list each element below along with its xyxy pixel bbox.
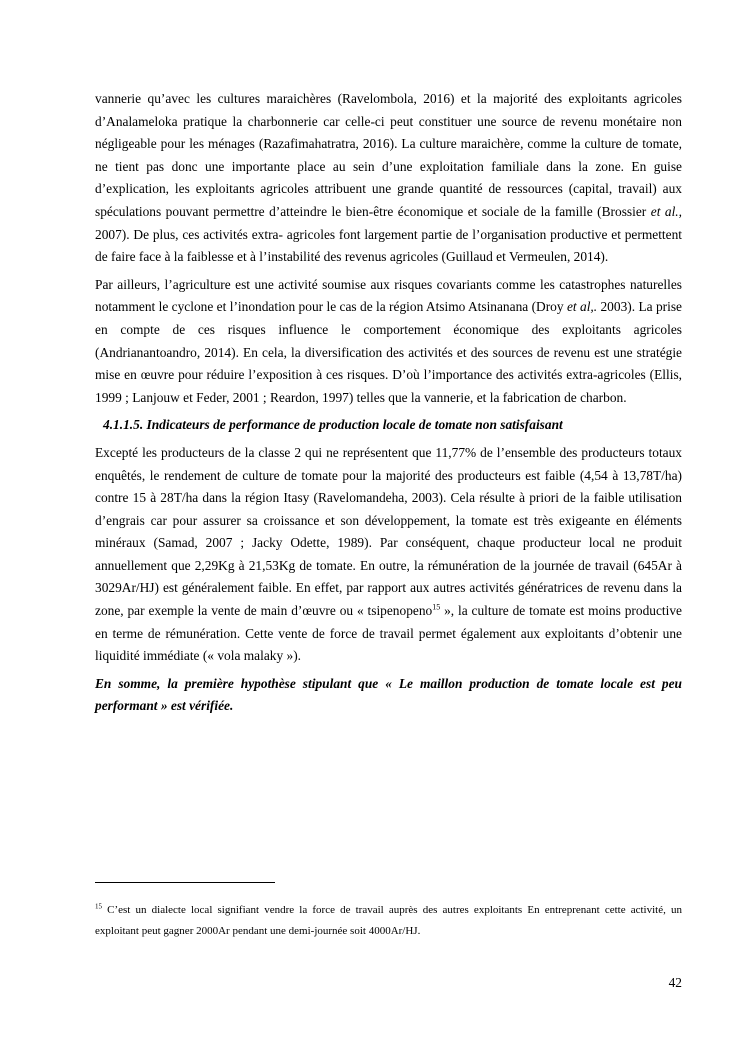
paragraph-3-text-b: », la culture de tomate est moins productive en terme de rémunération. Cette vente de force de travail permet également aux exploitants d’obtenir une liquidité immédiate (« vola malaky »). — [95, 603, 682, 664]
paragraph-2-etal: et al,. — [566, 299, 598, 315]
section-heading: 4.1.1.5. Indicateurs de performance de production locale de tomate non satisfaisant — [103, 417, 563, 433]
footnote-reference[interactable]: 15 — [432, 602, 441, 612]
paragraph-3-text-a: Excepté les producteurs de la classe 2 qui ne représentent que 11,77% de l’ensemble des producteurs totaux enquêtés, le rendement de culture de tomate pour la majorité des producteurs est faible (4,54 à 13,78T/ha) contre 15 à 28T/ha dans la région Itasy (Ravelomandeha, 2003). Cela résulte à priori de la faible utilisation d’engrais car pour assurer sa croissance et son développement, la tomate est très exigeante en éléments minéraux (Samad, 2007 ; Jacky Odette, 1989). Par conséquent, chaque producteur local ne produit annuellement que 2,29Kg à 21,53Kg de tomate. En outre, la rémunération de la journée de travail (645Ar à 3029Ar/HJ) est généralement faible. En effet, par rapport aux autres activités génératrices de revenu dans la zone, par exemple la vente de main d’œuvre ou « tsipenopeno — [95, 444, 682, 619]
paragraph-2-text-b: 2003). La prise en compte de ces risques influence le comportement économique des exploitants agricoles (Andrianantoandro, 2014). En cela, la diversification des activités et des sources de revenu est une stratégie mise en œuvre pour réduire l’exposition à ces risques. D’où l’importance des activités extra-agricoles (Ellis, 1999 ; Lanjouw et Feder, 2001 ; Reardon, 1997) telles que la vannerie, et la fabrication de charbon. — [95, 299, 682, 405]
footnote-separator — [95, 882, 275, 883]
paragraph-3 — [95, 442, 682, 668]
paragraph-2 — [95, 274, 682, 410]
paragraph-1 — [95, 88, 682, 269]
footnote-text: C’est un dialecte local signifiant vendre la force de travail auprès des autres exploitants En entreprenant cette activité, un exploitant peut gagner 2000Ar pendant une demi-journée soit 4000Ar/HJ. — [95, 904, 682, 937]
paragraph-1-etal: et al., — [650, 203, 683, 219]
conclusion-statement: En somme, la première hypothèse stipulant que « Le maillon production de tomate locale est peu performant » est vérifiée. — [95, 675, 682, 714]
paragraph-1-text-b: 2007). De plus, ces activités extra- agricoles font largement partie de l’organisation productive et permettent de faire face à la faiblesse et à l’instabilité des revenus agricoles (Guillaud et Vermeulen, 2014). — [95, 226, 682, 265]
page-body — [95, 88, 682, 718]
paragraph-1-text-a: vannerie qu’avec les cultures maraichères (Ravelombola, 2016) et la majorité des exploitants agricoles d’Analameloka pratique la charbonnerie car celle-ci peut constituer une source de revenu monétaire non négligeable pour les ménages (Razafimahatratra, 2016). La culture maraichère, comme la culture de tomate, ne tient pas donc une importante place au sein d’une exploitation familiale dans la zone. En guise d’explication, les exploitants agricoles attribuent une grande quantité de ressources (capital, travail) aux spéculations pouvant permettre d’atteindre le bien-être économique et sociale de la famille (Brossier — [95, 91, 682, 219]
page-number: 42 — [668, 975, 682, 990]
footnote-number: 15 — [95, 902, 102, 911]
footnote — [95, 900, 682, 942]
paragraph-2-text-a: Par ailleurs, l’agriculture est une activité soumise aux risques covariants comme les catastrophes naturelles notamment le cyclone et l’inondation pour le cas de la région Atsimo Atsinanana (Droy — [95, 276, 682, 315]
